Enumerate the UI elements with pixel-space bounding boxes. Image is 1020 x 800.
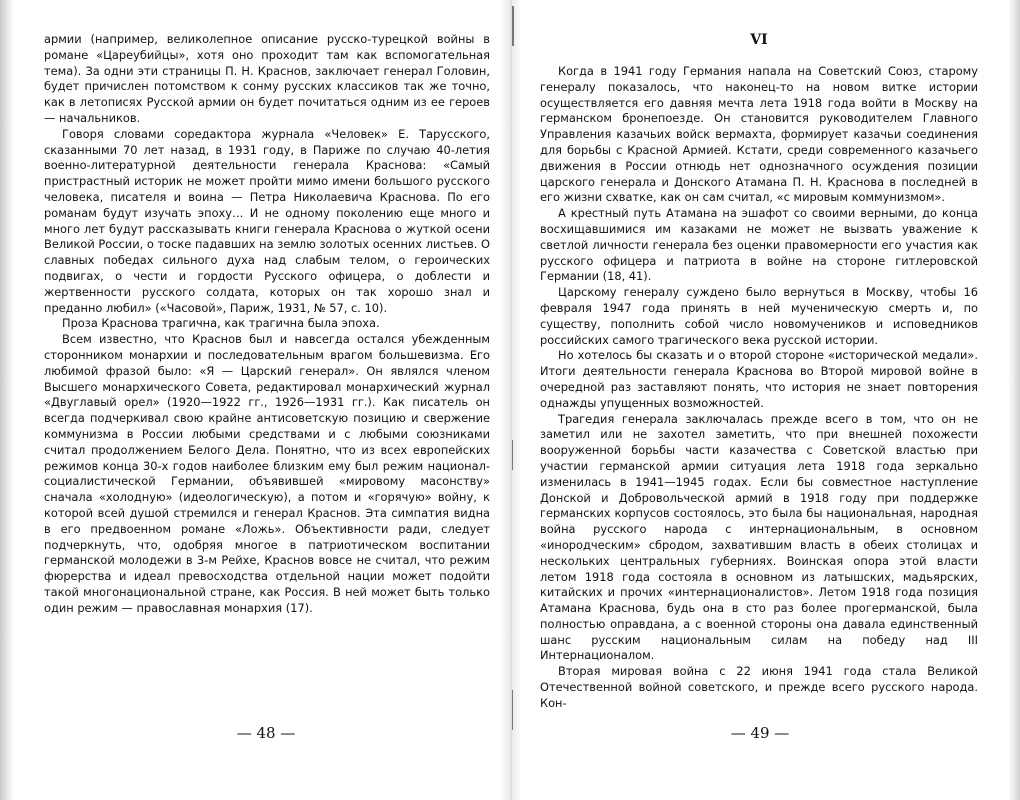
- paragraph: Проза Краснова трагична, как трагична была эпоха.: [62, 316, 380, 331]
- left-page-text: [44, 32, 490, 616]
- paragraph: армии (например, великолепное описание русско-турецкой войны в романе «Цареубийцы», хотя оно проходит там как вспомогательная тема). За одни эти страницы П. Н. Краснов, заключает генерал Головин, будет причислен потомством к сонму русских классиков так же точно, как в летописях Русской армии он будет почитаться одним из ее героев — начальников.: [44, 32, 490, 125]
- page-number-left: — 48 —: [236, 724, 296, 742]
- gutter-artifact: [512, 690, 513, 730]
- left-page-edge: [0, 0, 14, 800]
- right-page-edge: [1008, 0, 1020, 800]
- chapter-heading: VI: [750, 32, 768, 48]
- right-page-text: [540, 64, 978, 712]
- book-gutter: [500, 0, 522, 800]
- paragraph: Трагедия генерала заключалась прежде всего в том, что он не заметил или не захотел заметить, что при внешней похожести вооруженной борьбы части казачества с Советской властью при участии германской армии ситуация лета 1918 года зеркально изменилась в 1941—1945 годах. Если бы совместное наступление Донской и Добровольческой армий в 1918 году при поддержке германских корпусов состоялось, это была бы национальная, народная война русского народа с интернациональным, в основном «инородческим» сбродом, захватившим власть в обеих столицах и нескольких центральных губерниях. Воинская опора этой власти летом 1918 года состояла в основном из латышских, мадьярских, китайских и прочих «интернационалистов». Летом 1918 года позиция Атамана Краснова, будь она в сто раз более прогерманской, была полностью оправдана, а с военной стороны она давала единственный шанс русским национальным силам на победу над III Интернационалом.: [540, 411, 978, 663]
- paragraph: Вторая мировая война с 22 июня 1941 года стала Великой Отечественной войной советского, и прежде всего русского народа. Кон-: [540, 664, 978, 710]
- paragraph: Но хотелось бы сказать и о второй стороне «исторической медали». Итоги деятельности генерала Краснова во Второй мировой войне в очередной раз заставляют понять, что история не знает повторения однажды упущенных возможностей.: [540, 348, 978, 410]
- paragraph: Царскому генералу суждено было вернуться в Москву, чтобы 16 февраля 1947 года принять в ней мученическую смерть и, по существу, пополнить собой число новомучеников и исповедников российских самого трагического века русской истории.: [540, 285, 978, 347]
- paragraph: Всем известно, что Краснов был и навсегда остался убежденным сторонником монархии и последовательным врагом большевизма. Его любимой фразой было: «Я — Царский генерал». Он являлся членом Высшего монархического Совета, редактировал монархический журнал «Двуглавый орел» (1920—1922 гг., 1926—1931 гг.). Как писатель он всегда подчеркивал свою крайне антисоветскую позицию и свержение коммунизма в России любыми средствами и с любыми союзниками считал продолжением Белого Дела. Понятно, что из всех европейских режимов конца 30-х годов наиболее близким ему был режим национал-социалистической Германии, объявившей «мировому масонству» сначала «холодную» (идеологическую), а потом и «горячую» войну, к которой всей душой стремился и генерал Краснов. Эта симпатия видна в его предвоенном романе «Ложь». Объективности ради, следует подчеркнуть, что, одобряя многое в патриотическом воспитании германской молодежи в 3-м Рейхе, Краснов вовсе не считал, что режим фюрерства и идеал превосходства отдельной нации может подойти такой многонациональной стране, как Россия. В ней может быть только один режим — православная монархия (17).: [44, 332, 490, 615]
- paragraph: Когда в 1941 году Германия напала на Советский Союз, старому генералу показалось, что наконец-то на новом витке истории осуществляется его давняя мечта лета 1918 года войти в Москву на германском бронепоезде. Он становится руководителем Главного Управления казачьих войск вермахта, формирует казачьи соединения для борьбы с Красной Армией. Кстати, среди современного казачьего движения в России отнюдь нет однозначного осуждения позиции царского генерала и Донского Атамана П. Н. Краснова в последней в его жизни схватке, как он сам считал, «с мировым коммунизмом».: [540, 64, 978, 205]
- gutter-artifact: [512, 6, 514, 46]
- paragraph: А крестный путь Атамана на эшафот со своими верными, до конца восхищавшимися им казаками не может не вызвать уважение к светлой личности генерала без оценки правомерности его участия как русского офицера и патриота в войне на стороне гитлеровской Германии (18, 41).: [540, 206, 978, 284]
- paragraph: Говоря словами соредактора журнала «Человек» Е. Тарусского, сказанными 70 лет назад, в 1931 году, в Париже по случаю 40-летия военно-литературной деятельности генерала Краснова: «Самый пристрастный историк не может пройти мимо имени большого русского человека, писателя и воина — Петра Николаевича Краснова. По его романам будут изучать эпоху… И не одному поколению еще много и много лет будут рассказывать книги генерала Краснова о жуткой осени Великой России, о тоске падавших на землю золотых осенних листьев. О славных победах сильного духа над слабым телом, о героических подвигах, о чести и гордости Русского офицера, о доблести и жертвенности русского солдата, которых он так хорошо знал и преданно любил» («Часовой», Париж, 1931, № 57, с. 10).: [44, 126, 490, 315]
- gutter-artifact: [512, 440, 513, 470]
- page-number-right: — 49 —: [730, 724, 790, 742]
